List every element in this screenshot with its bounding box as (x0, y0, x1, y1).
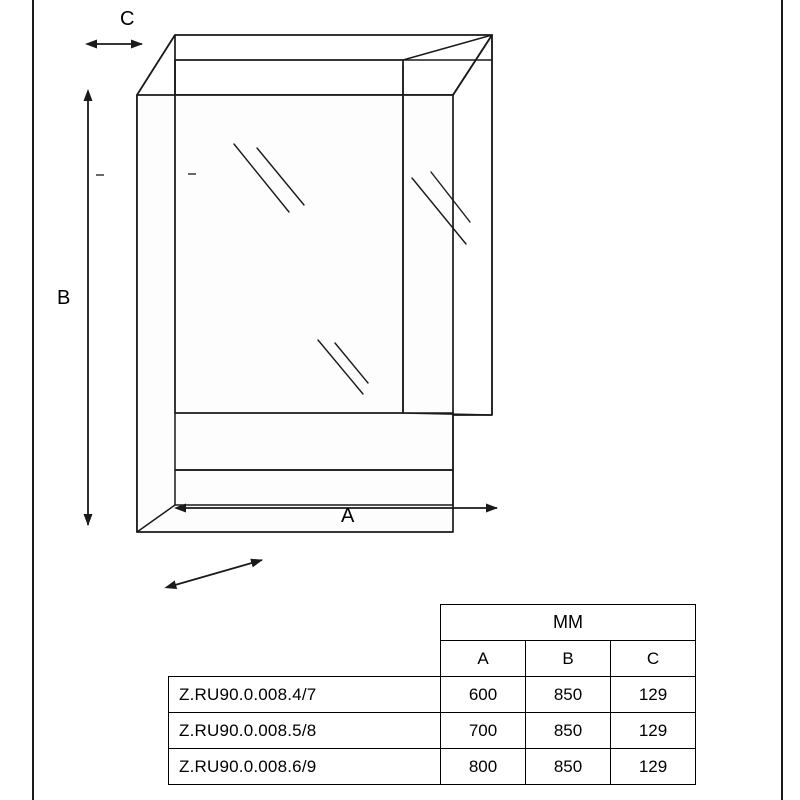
table-row (169, 677, 696, 713)
dimension-label-c: C (120, 8, 135, 30)
value-c: 129 (611, 749, 696, 785)
column-header-a: A (441, 641, 526, 677)
column-header-b: B (526, 641, 611, 677)
dimension-arrow-depth-bottom (175, 560, 262, 585)
table-row (169, 749, 696, 785)
unit-header-cell: MM (441, 605, 696, 641)
product-code: Z.RU90.0.008.4/7 (169, 677, 441, 713)
product-code: Z.RU90.0.008.5/8 (169, 713, 441, 749)
value-b: 850 (526, 749, 611, 785)
empty-code-header (169, 641, 441, 677)
value-b: 850 (526, 677, 611, 713)
value-b: 850 (526, 713, 611, 749)
column-header-c: C (611, 641, 696, 677)
dimension-label-a: A (341, 505, 355, 527)
value-c: 129 (611, 677, 696, 713)
value-a: 700 (441, 713, 526, 749)
empty-corner-cell (169, 605, 441, 641)
table-row-column-header (169, 641, 696, 677)
table-row (169, 713, 696, 749)
value-c: 129 (611, 713, 696, 749)
value-a: 800 (441, 749, 526, 785)
cabinet-outline (137, 35, 492, 532)
specification-table (168, 604, 696, 785)
dimension-label-b: B (57, 287, 71, 309)
value-a: 600 (441, 677, 526, 713)
table-row-unit-header (169, 605, 696, 641)
product-code: Z.RU90.0.008.6/9 (169, 749, 441, 785)
